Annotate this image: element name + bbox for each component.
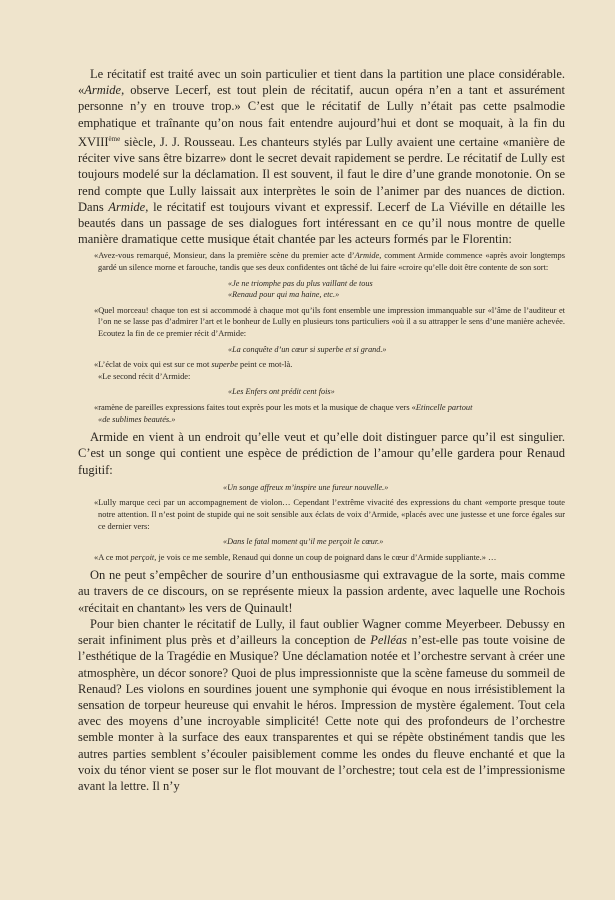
- quote-lecerf-3: [94, 359, 565, 382]
- text-run: peint ce mot-là.: [237, 360, 293, 370]
- text-run: , je vois ce me semble, Renaud qui donne un coup de poignard dans le cœur d’Armide suppliante.» …: [154, 552, 497, 562]
- text-run: Le récitatif est traité avec un soin particulier et tient dans la partition une place considérable. «: [78, 67, 565, 98]
- text-run: n’est-elle pas toute voisine de l’esthétique de la Tragédie en Musique? Une déclamation notée et l’orchestre servant à créer une atmosphère, un décor sonore? Quoi de plus impressionniste que la scène fameuse du sommeil de Renaud? Les violons en sourdines jouent une symphonie qui évoque en nous irrésistiblement la sensation de torpeur heureuse qui envahit le héros. Impression de mystère également. Tout cela avec des moyens d’une incroyable simplicité! Cette note qui des profondeurs de l’orchestre semble monter à la surface des eaux transparentes et qui se répète obstinément tandis que les autres parties semblent s’écouler paisiblement comme les ondes du fleuve enchanté et que la voix du ténor vient se poser sur le flot mouvant de l’orchestre; tout cela est de l’impressionisme avant la lettre. Il n’y: [78, 633, 565, 793]
- quote-lecerf-1: [94, 250, 565, 273]
- emphasis-word: Etincelle partout: [415, 402, 473, 412]
- paragraph-recitatif: [78, 66, 565, 247]
- text-run: «Avez-vous remarqué, Monsieur, dans la première scène du premier acte d’: [94, 251, 355, 261]
- quote-lecerf-4: [94, 402, 565, 425]
- text-run: , observe Lecerf, est tout plein de récitatif, aucun opéra n’en a tant et assurément personne n’y en trouve trop.» C’est que le récitatif de Lully n’était pas cette psalmodie emphatique et traînante qu’on nous fait entendre aujourd’hui et dont se moquait, à la fin du XVIII: [78, 83, 565, 149]
- text-run: «ramène de pareilles expressions faites tout exprès pour les mots et la musique de chaque vers «: [94, 402, 416, 412]
- verse-quote-2: «La conquête d’un cœur si superbe et si grand.»: [228, 344, 387, 354]
- paragraph-enthousiasme: On ne peut s’empêcher de sourire d’un enthousiasme qui extravague de la sorte, mais comme au travers de ce discours, on se représente mieux la passion ardente, avec laquelle une Rochois «récitait en chantant» les vers de Quinault!: [78, 568, 565, 615]
- text-run: «Le second récit d’Armide:: [98, 371, 191, 381]
- verse-quote-3: «Les Enfers ont prédit cent fois»: [228, 387, 335, 397]
- quote-lecerf-6: [94, 552, 565, 564]
- verse-quote-5: «Dans le fatal moment qu’il me perçoit le cœur.»: [223, 537, 384, 547]
- text-run: «A ce mot: [94, 552, 131, 562]
- superscript: ème: [108, 134, 121, 143]
- verse-line: «Je ne triomphe pas du plus vaillant de tous: [228, 278, 373, 288]
- text-run: Pour bien chanter le récitatif de Lully, il faut oublier Wagner comme Meyerbeer. Debussy en serait infiniment plus près et d’ailleurs la conception de: [78, 616, 565, 648]
- paragraph-songe: Armide en vient à un endroit qu’elle veut et qu’elle doit distinguer parce qu’il est singulier. C’est un songe qui contient une espèce de prédiction de l’amour qu’elle gardera pour Renaud fugitif:: [78, 430, 565, 477]
- text-run: , le récitatif est toujours vivant et expressif. Lecerf de La Viéville en détaille les beautés dans un passage de ses dialogues fort intéressant en ce qu’il nous montre de quelle manière dramatique cette musique était chantée par les acteurs formés par le Florentin:: [78, 199, 565, 247]
- paragraph-pelleas: [78, 616, 565, 794]
- verse-quote-1: [228, 278, 565, 301]
- text-run: «de sublimes beautés.»: [98, 414, 176, 424]
- title-armide: Armide: [84, 83, 122, 98]
- text-run: «L’éclat de voix qui est sur ce mot: [94, 360, 212, 370]
- text-run: , comment Armide commence «après avoir longtemps gardé un silence morne et farouche, tandis que ses deux confidentes ont tâché de lui faire «croire qu’elle doit être contente de son sort:: [98, 251, 565, 272]
- text-run: siècle, J. J. Rousseau. Les chanteurs stylés par Lully avaient une certaine «manière de réciter vive sans être bizarre» dont le secret devait rapidement se perdre. Le récitatif de Lully est toujours modelé sur la déclamation. Il est souvent, il faut le dire d’une grande monotonie. On se rend compte que Lully laissait aux interprètes le soin de l’animer par des nuances de diction. Dans: [78, 134, 565, 214]
- emphasis-word: superbe: [211, 360, 238, 370]
- emphasis-word: perçoit: [130, 552, 155, 562]
- verse-line: «Renaud pour qui ma haine, etc.»: [228, 290, 340, 300]
- title-armide: Armide: [108, 199, 146, 214]
- title-armide: Armide: [354, 251, 380, 261]
- verse-quote-4: «Un songe affreux m’inspire une fureur nouvelle.»: [223, 482, 389, 492]
- quote-lecerf-2: «Quel morceau! chaque ton est si accommodé à chaque mot qu’ils font ensemble une impression immanquable sur «l’âme de l’auditeur et l’on ne se lasse pas d’admirer l’art et le bonheur de Lully en plusieurs tons particuliers «où il a su attrapper le sens d’une manière achevée. Ecoutez la fin de ce premier récit d’Armide:: [94, 305, 565, 338]
- quote-lecerf-5: «Lully marque ceci par un accompagnement de violon… Cependant l’extrême vivacité des expressions du chant «emporte presque toute notre attention. Il n’est point de stupide qui ne soit sensible aux éclats de voix d’Armide, «placés avec une justesse et une force égales sur ce dernier vers:: [94, 498, 565, 531]
- title-pelleas: Pelléas: [370, 633, 407, 648]
